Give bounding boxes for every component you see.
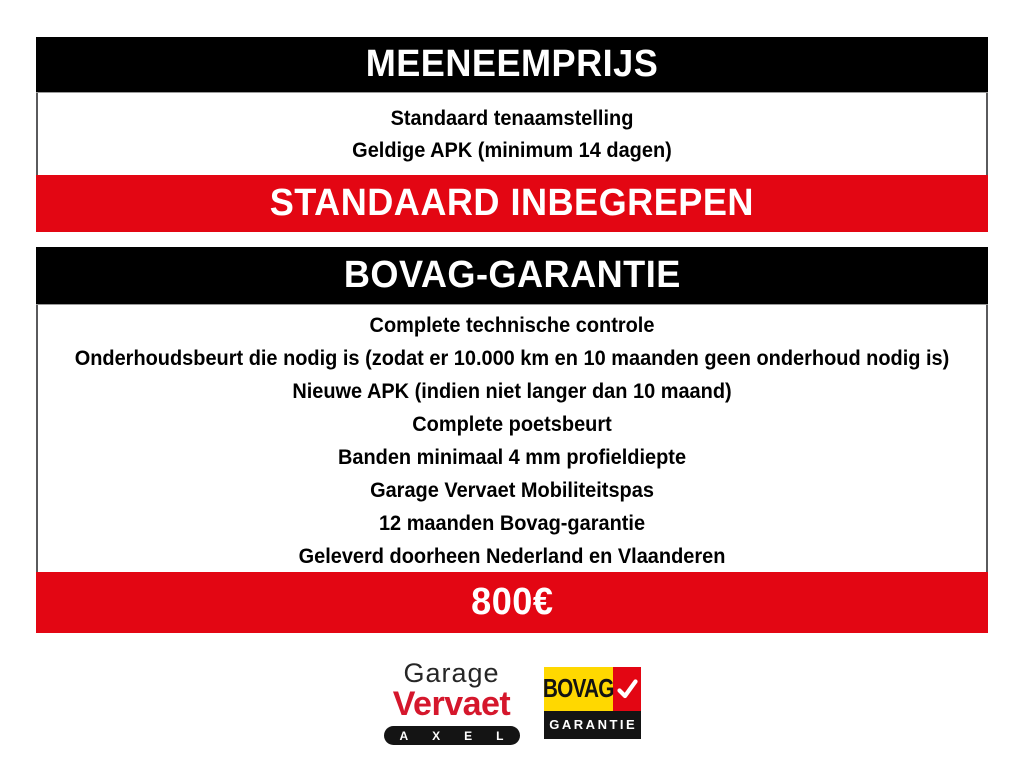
standaard-inbegrepen-banner [36, 175, 988, 232]
bovag-garantie-items [36, 305, 988, 572]
bovag-garantie-section [36, 247, 988, 633]
price-sheet [36, 37, 988, 745]
list-item: Onderhoudsbeurt die nodig is (zodat er 10.000 km en 10 maanden geen onderhoud nodig is) [74, 347, 950, 370]
meeneemprijs-title: MEENEEMPRIJS [365, 43, 659, 85]
price-banner [36, 572, 988, 633]
list-item: Banden minimaal 4 mm profieldiepte [337, 446, 687, 469]
list-item: Geleverd doorheen Nederland en Vlaanderen [298, 545, 726, 568]
bovag-garantie-logo [544, 667, 641, 739]
list-item: Complete technische controle [369, 314, 655, 337]
axel-badge [384, 726, 528, 745]
bovag-garantie-banner [36, 247, 988, 305]
list-item: 12 maanden Bovag-garantie [378, 512, 646, 535]
meeneemprijs-section [36, 37, 988, 232]
list-item: Standaard tenaamstelling [390, 107, 634, 130]
list-item: Garage Vervaet Mobiliteitspas [370, 479, 654, 502]
bovag-check-icon [613, 667, 641, 711]
axel-badge-label: AXEL [399, 728, 528, 743]
garage-vervaet-logo [384, 658, 528, 745]
garage-text: Garage [403, 658, 500, 688]
bovag-garantie-label: GARANTIE [544, 711, 641, 739]
meeneemprijs-items [36, 93, 988, 175]
vervaet-text: Vervaet [392, 685, 511, 723]
bovag-logo-top [544, 667, 641, 711]
standaard-inbegrepen-title: STANDAARD INBEGREPEN [269, 182, 755, 224]
bovag-garantie-title: BOVAG-GARANTIE [343, 254, 681, 296]
price-label: 800€ [470, 581, 554, 623]
list-item: Geldige APK (minimum 14 dagen) [352, 139, 672, 162]
bovag-wordmark-label: BOVAG [542, 673, 614, 703]
list-item: Complete poetsbeurt [412, 413, 612, 436]
list-item: Nieuwe APK (indien niet langer dan 10 maand) [292, 380, 732, 403]
meeneemprijs-banner [36, 37, 988, 93]
bovag-wordmark [544, 667, 613, 711]
logo-row [36, 660, 988, 745]
